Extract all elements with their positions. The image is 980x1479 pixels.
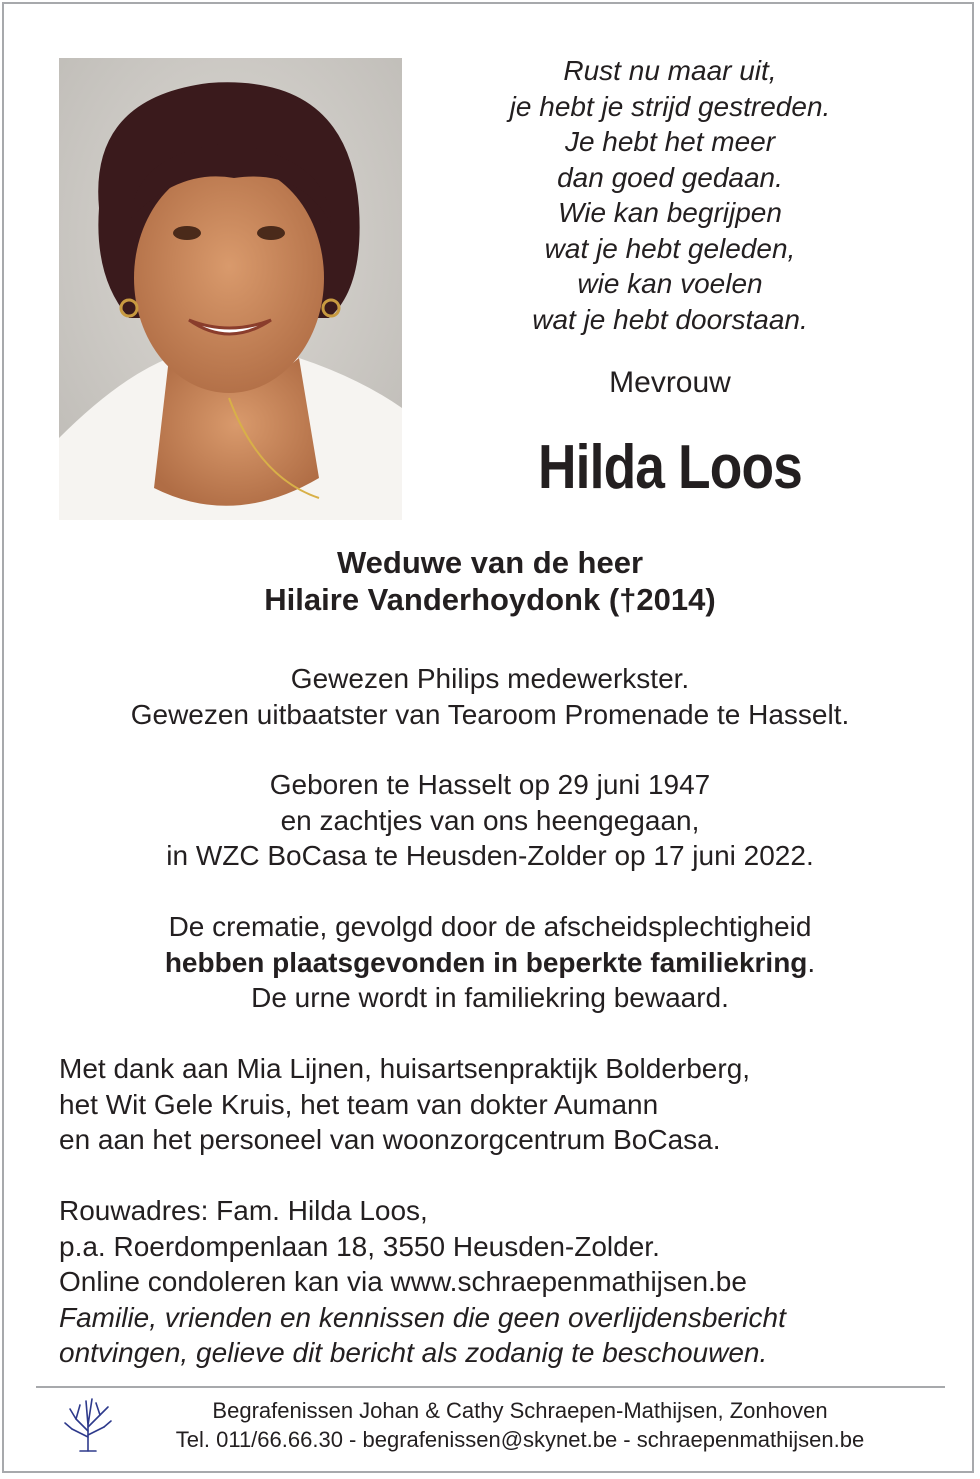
cremation-line: De urne wordt in familiekring bewaard. <box>251 982 729 1013</box>
poem-line: Wie kan begrijpen <box>558 197 782 228</box>
footer-line: Begrafenissen Johan & Cathy Schraepen-Mathijsen, Zonhoven <box>212 1398 828 1423</box>
birth-line: en zachtjes van ons heengegaan, <box>280 804 700 836</box>
address-block <box>59 1193 959 1371</box>
poem-line: wat je hebt geleden, <box>544 232 796 264</box>
birth-line: Geboren te Hasselt op 29 juni 1947 <box>269 769 711 800</box>
condolence-line: Online condoleren kan via www.schraepenmathijsen.be <box>59 1266 747 1297</box>
widow-line: Weduwe van de heer <box>336 545 644 580</box>
poem-line: Je hebt het meer <box>564 126 776 157</box>
poem-line: wie kan voelen <box>577 268 763 299</box>
poem-line: je hebt je strijd gestreden. <box>509 90 831 122</box>
address-line: Rouwadres: Fam. Hilda Loos, <box>59 1195 428 1226</box>
funeral-home-footer <box>110 1396 930 1454</box>
salutation: Mevrouw <box>609 366 731 399</box>
occupation-line: Gewezen Philips medewerkster. <box>290 663 690 694</box>
thanks-line: het Wit Gele Kruis, het team van dokter Aumann <box>59 1088 659 1120</box>
poem <box>440 53 900 337</box>
footer-divider <box>36 1386 945 1388</box>
portrait-photo <box>59 58 402 520</box>
address-line: p.a. Roerdompenlaan 18, 3550 Heusden-Zolder. <box>59 1230 660 1262</box>
cremation-bold: hebben plaatsgevonden in beperkte familiekring <box>164 946 808 978</box>
thanks-line: Met dank aan Mia Lijnen, huisartsenpraktijk Bolderberg, <box>59 1053 751 1084</box>
cremation-line: De crematie, gevolgd door de afscheidsplechtigheid <box>168 911 812 942</box>
poem-line: Rust nu maar uit, <box>563 55 777 86</box>
footer-contact-line: Tel. 011/66.66.30 - begrafenissen@skynet.be - schraepenmathijsen.be <box>175 1427 865 1452</box>
poem-line: dan goed gedaan. <box>557 161 783 193</box>
deceased-name: Hilda Loos <box>538 433 802 502</box>
cremation-period: . <box>807 946 816 978</box>
notice-line: Familie, vrienden en kennissen die geen overlijdensbericht <box>59 1301 786 1333</box>
thanks-block <box>59 1051 959 1158</box>
thanks-line: en aan het personeel van woonzorgcentrum BoCasa. <box>59 1124 721 1155</box>
occupation-block <box>40 661 940 732</box>
widow-line: Hilaire Vanderhoydonk (†2014) <box>264 582 716 617</box>
tree-icon <box>62 1395 114 1453</box>
birth-line: in WZC BoCasa te Heusden-Zolder op 17 juni 2022. <box>166 840 814 871</box>
widow-block <box>40 544 940 618</box>
cremation-block <box>40 909 940 1016</box>
poem-line: wat je hebt doorstaan. <box>532 303 808 335</box>
cremation-line <box>40 945 940 981</box>
notice-line: ontvingen, gelieve dit bericht als zodanig te beschouwen. <box>59 1337 768 1368</box>
birth-death-block <box>40 767 940 874</box>
occupation-line: Gewezen uitbaatster van Tearoom Promenade te Hasselt. <box>130 698 850 730</box>
